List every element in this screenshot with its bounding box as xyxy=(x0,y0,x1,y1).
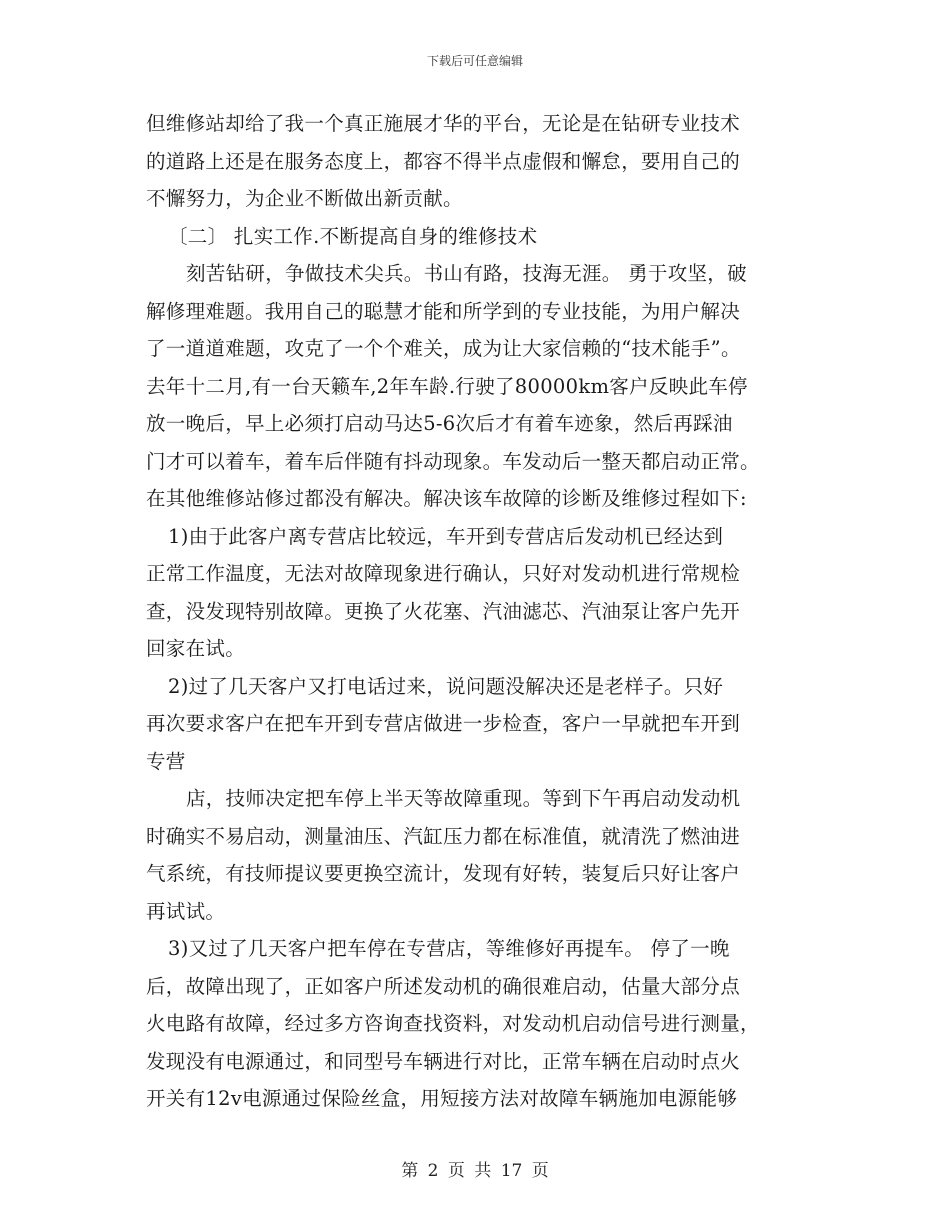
text-line: 放一晚后，早上必须打启动马达5-6次后才有着车迹象，然后再踩油 xyxy=(146,412,733,435)
text-line: 门才可以着车，着车后伴随有抖动现象。车发动后一整天都启动正常。 xyxy=(146,449,760,473)
text-line: 气系统，有技师提议要更换空流计，发现有好转，装复后只好让客户 xyxy=(146,862,741,885)
text-line: 回家在试。 xyxy=(146,637,246,660)
text-line: 后，故障出现了，正如客户所述发动机的确很难启动，估量大部分点 xyxy=(146,974,741,998)
text-line: 不懈努力，为企业不断做出新贡献。 xyxy=(146,187,463,210)
text-line: 正常工作温度，无法对故障现象进行确认，只好对发动机进行常规检 xyxy=(146,562,741,585)
document-body xyxy=(146,105,806,1118)
text-line: 但维修站却给了我一个真正施展才华的平台，无论是在钻研专业技术 xyxy=(146,112,741,135)
text-line: 刻苦钻研，争做技术尖兵。书山有路，技海无涯。 勇于攻坚，破 xyxy=(186,262,747,285)
text-line: 专营 xyxy=(146,749,186,773)
text-line: 再次要求客户在把车开到专营店做进一步检查，客户一早就把车开到 xyxy=(146,712,741,735)
page-header: 下载后可任意编辑 xyxy=(426,54,523,68)
text-line: 去年十二月,有一台天籁车,2年车龄.行驶了80000km客户反映此车停 xyxy=(146,374,748,398)
text-line: 再试试。 xyxy=(146,899,226,923)
text-line: 时确实不易启动，测量油压、汽缸压力都在标准值，就清洗了燃油进 xyxy=(146,824,741,848)
text-line: 店，技师决定把车停上半天等故障重现。等到下午再启动发动机 xyxy=(186,787,741,810)
text-line: 查，没发现特别故障。更换了火花塞、汽油滤芯、汽油泵让客户先开 xyxy=(146,599,741,623)
text-line: 解修理难题。我用自己的聪慧才能和所学到的专业技能，为用户解决 xyxy=(146,299,741,323)
page-footer: 第 2 页 共 17 页 xyxy=(401,1161,549,1181)
text-line: 开关有12v电源通过保险丝盒，用短接方法对故障车辆施加电源能够 xyxy=(146,1087,738,1110)
text-line: 火电路有故障，经过多方咨询查找资料，对发动机启动信号进行测量， xyxy=(146,1012,760,1035)
text-line: 的道路上还是在服务态度上，都容不得半点虚假和懈怠，要用自己的 xyxy=(146,149,741,173)
list-item-3: 3)又过了几天客户把车停在专营店，等维修好再提车。 停了一晚 xyxy=(168,937,730,960)
list-item-1: 1)由于此客户离专营店比较远，车开到专营店后发动机已经达到 xyxy=(168,524,724,548)
text-line: 了一道道难题，攻克了一个个难关，成为让大家信赖的“技术能手”。 xyxy=(146,337,741,360)
text-line: 在其他维修站修过都没有解决。解决该车故障的诊断及维修过程如下: xyxy=(146,487,747,510)
text-line: 发现没有电源通过，和同型号车辆进行对比，正常车辆在启动时点火 xyxy=(146,1049,741,1073)
list-item-2: 2)过了几天客户又打电话过来，说问题没解决还是老样子。只好 xyxy=(168,674,724,698)
section-heading: 〔二〕 扎实工作.不断提高自身的维修技术 xyxy=(168,224,538,248)
